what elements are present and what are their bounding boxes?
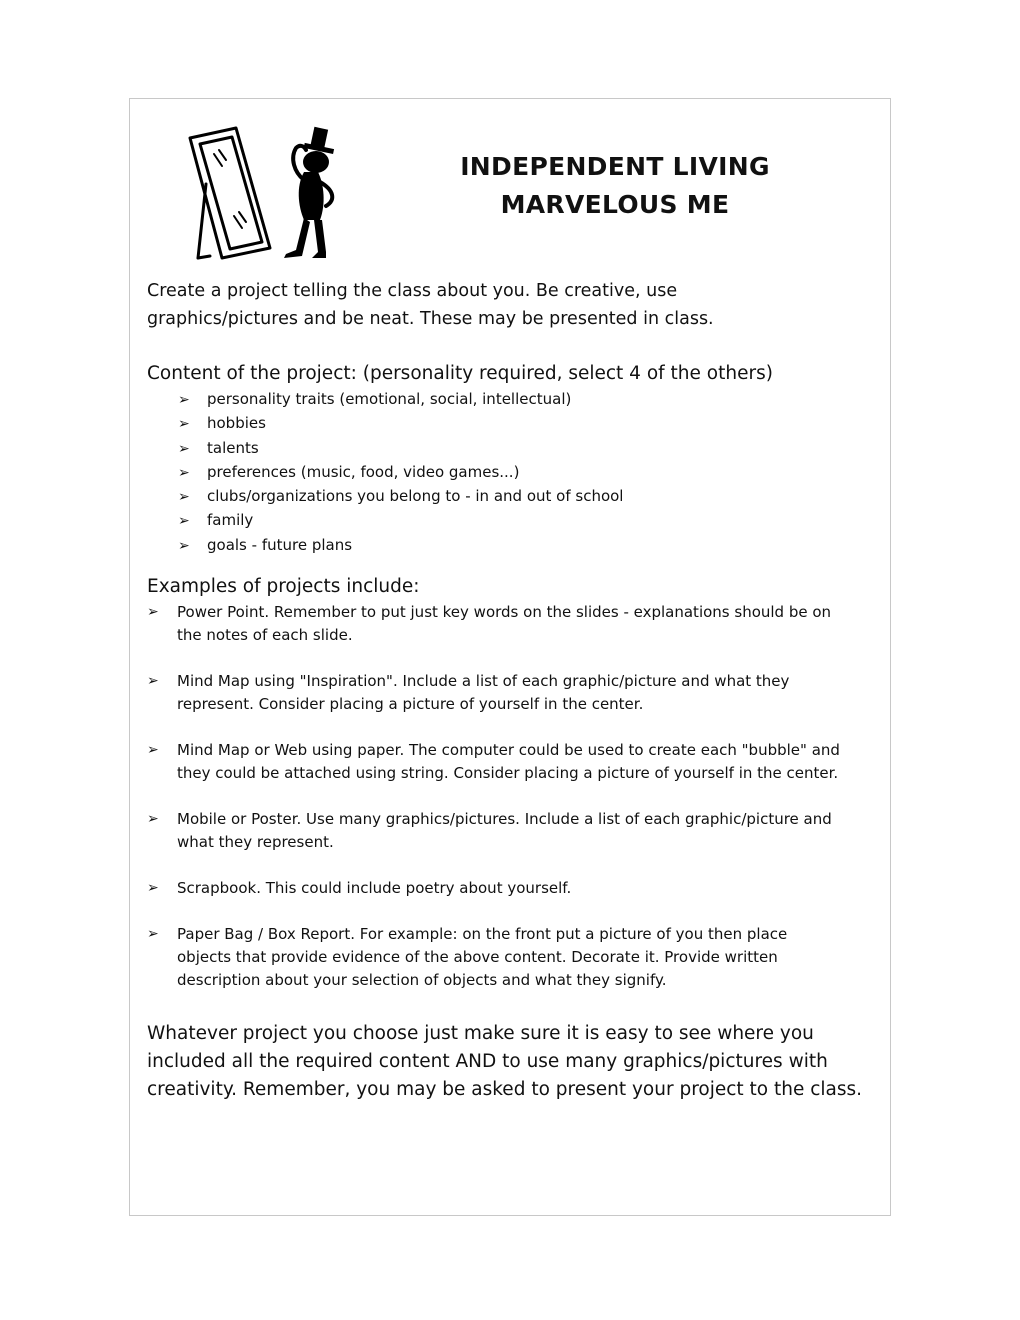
arrow-bullet-icon: ➢ xyxy=(147,604,159,620)
arrow-bullet-icon: ➢ xyxy=(178,416,190,433)
list-item: ➢ goals - future plans xyxy=(178,534,623,558)
example-item: ➢ Scrapbook. This could include poetry about yourself. xyxy=(147,877,882,900)
list-item: ➢ personality traits (emotional, social, intellectual) xyxy=(178,388,623,412)
content-heading: Content of the project: (personality required, select 4 of the others) xyxy=(147,363,773,384)
arrow-bullet-icon: ➢ xyxy=(178,392,190,408)
arrow-bullet-icon: ➢ xyxy=(178,464,190,481)
closing-line-1: Whatever project you choose just make sure it is easy to see where you xyxy=(147,1023,814,1044)
arrow-bullet-icon: ➢ xyxy=(178,489,190,506)
title-line-1: INDEPENDENT LIVING xyxy=(460,152,770,181)
closing-paragraph xyxy=(147,1020,887,1104)
intro-paragraph xyxy=(147,277,887,333)
list-item: ➢ preferences (music, food, video games...) xyxy=(178,461,623,485)
arrow-bullet-icon: ➢ xyxy=(178,537,190,554)
arrow-bullet-icon: ➢ xyxy=(147,742,159,758)
arrow-bullet-icon: ➢ xyxy=(147,926,159,942)
list-item: ➢ talents xyxy=(178,437,623,461)
closing-line-2: included all the required content AND to use many graphics/pictures with xyxy=(147,1051,828,1072)
examples-heading: Examples of projects include: xyxy=(147,576,420,597)
example-item: ➢ Mobile or Poster. Use many graphics/pictures. Include a list of each graphic/picture and what they represent. xyxy=(147,810,832,851)
examples-list xyxy=(147,601,882,1015)
list-item: ➢ hobbies xyxy=(178,412,623,436)
example-item: ➢ Power Point. Remember to put just key words on the slides - explanations should be on the notes of each slide. xyxy=(147,603,832,644)
title-line-2: MARVELOUS ME xyxy=(500,190,730,219)
closing-line-3: creativity. Remember, you may be asked to present your project to the class. xyxy=(147,1079,863,1100)
arrow-bullet-icon: ➢ xyxy=(147,811,159,827)
arrow-bullet-icon: ➢ xyxy=(178,440,190,457)
page-title xyxy=(430,148,800,224)
mirror-and-figure-icon xyxy=(186,124,346,264)
arrow-bullet-icon: ➢ xyxy=(147,880,159,896)
list-item: ➢ family xyxy=(178,509,623,533)
example-item: ➢ Mind Map or Web using paper. The computer could be used to create each "bubble" and they could be attached using string. Consider placing a picture of yourself in the center. xyxy=(147,741,840,782)
arrow-bullet-icon: ➢ xyxy=(147,673,159,689)
intro-line-2: graphics/pictures and be neat. These may be presented in class. xyxy=(147,309,714,329)
intro-line-1: Create a project telling the class about you. Be creative, use xyxy=(147,281,678,301)
content-list xyxy=(178,388,623,558)
example-item: ➢ Paper Bag / Box Report. For example: on the front put a picture of you then place objects that provide evidence of the above content. Decorate it. Provide written description about your selection of objects and what they signify. xyxy=(147,925,788,989)
example-item: ➢ Mind Map using "Inspiration". Include a list of each graphic/picture and what they represent. Consider placing a picture of yourself in the center. xyxy=(147,672,790,713)
arrow-bullet-icon: ➢ xyxy=(178,513,190,530)
list-item: ➢ clubs/organizations you belong to - in and out of school xyxy=(178,485,623,509)
